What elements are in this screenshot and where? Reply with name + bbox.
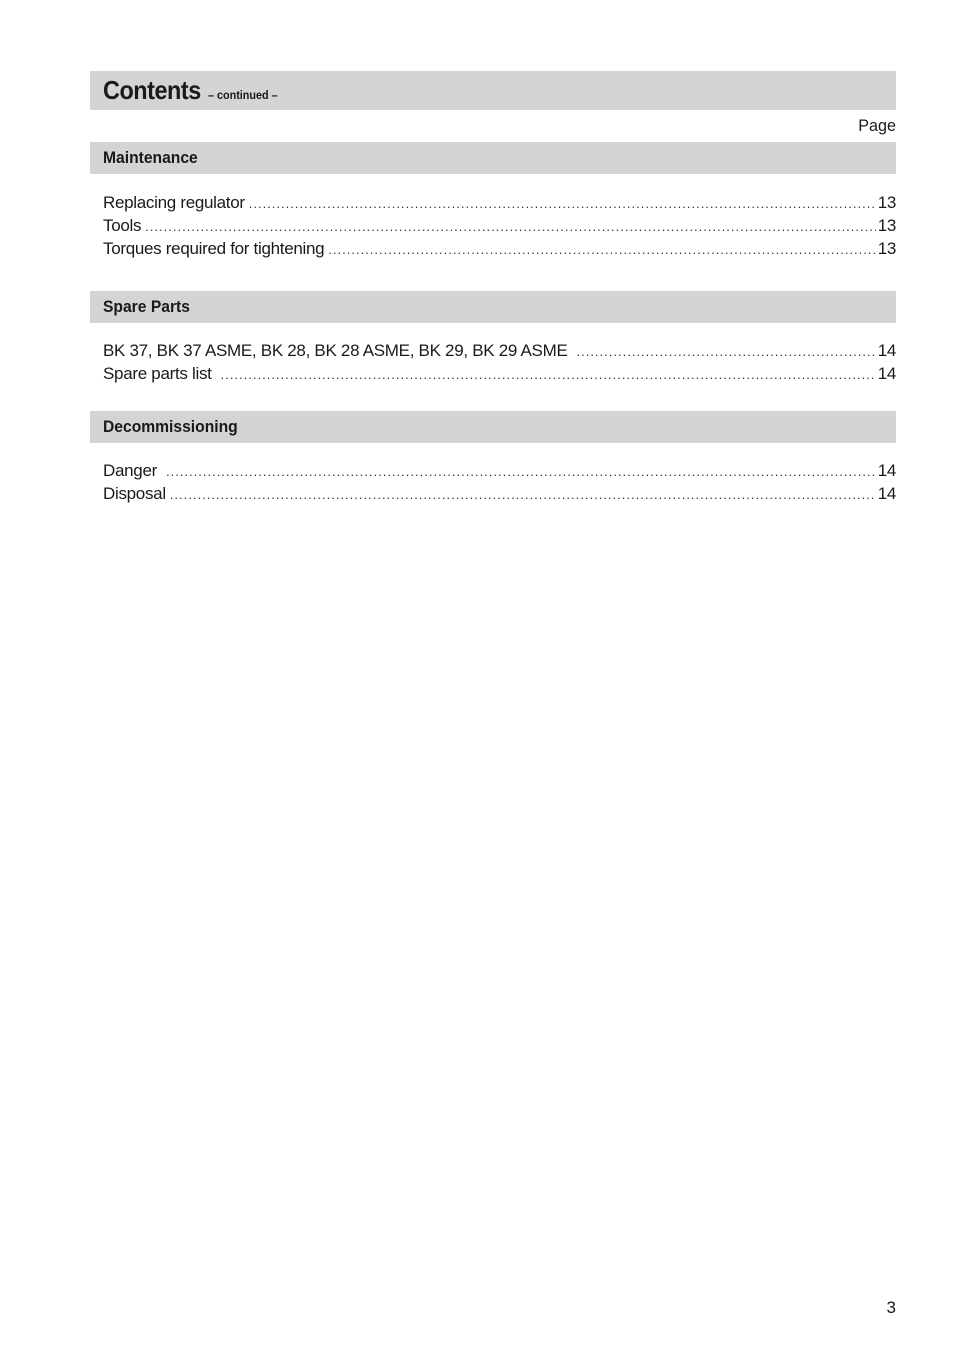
toc-entry-list: [90, 443, 896, 505]
toc-entry-label: Torques required for tightening: [103, 239, 325, 258]
toc-entry[interactable]: [103, 339, 896, 362]
page-column-label: Page: [858, 116, 896, 135]
toc-entry[interactable]: [103, 482, 896, 505]
toc-entry-label: Tools: [103, 216, 142, 235]
toc-entry-label: Danger: [103, 461, 157, 480]
toc-entry[interactable]: [103, 362, 896, 385]
page-number: 3: [886, 1298, 896, 1317]
dot-leader: [145, 215, 876, 238]
dot-leader: [249, 192, 876, 215]
toc-entry-page: 14: [877, 461, 896, 480]
section-heading: Spare Parts: [103, 297, 190, 316]
toc-entry-page: 13: [877, 239, 896, 258]
dot-leader: [166, 460, 876, 483]
toc-entry-label: Replacing regulator: [103, 193, 245, 212]
toc-entry-list: [90, 174, 896, 291]
dot-leader: [328, 238, 875, 261]
toc-entry-page: 14: [877, 484, 896, 503]
toc-entry-page: 13: [877, 216, 896, 235]
section-heading-bar: [90, 291, 896, 323]
toc-entry[interactable]: [103, 214, 896, 237]
page-subtitle: – continued –: [207, 87, 278, 102]
page-column-header: [130, 110, 896, 142]
dot-leader: [170, 483, 876, 506]
toc-entry-page: 13: [877, 193, 896, 212]
toc-entry-label: Disposal: [103, 484, 166, 503]
toc-entry[interactable]: [103, 191, 896, 214]
page-title: Contents: [103, 75, 201, 105]
section-spare-parts: [90, 291, 896, 411]
section-heading: Maintenance: [103, 148, 198, 167]
toc-entry[interactable]: [103, 237, 896, 260]
toc-entry[interactable]: [103, 459, 896, 482]
section-decommissioning: [90, 411, 896, 505]
toc-entry-label: BK 37, BK 37 ASME, BK 28, BK 28 ASME, BK 29, BK 29 ASME: [103, 341, 568, 360]
toc-entry-list: [90, 323, 896, 411]
section-maintenance: [90, 142, 896, 291]
toc-entry-page: 14: [877, 341, 896, 360]
toc-entry-label: Spare parts list: [103, 364, 212, 383]
section-heading: Decommissioning: [103, 417, 238, 436]
contents-page: [90, 71, 896, 505]
dot-leader: [221, 363, 876, 386]
dot-leader: [576, 340, 875, 363]
toc-entry-page: 14: [877, 364, 896, 383]
section-heading-bar: [90, 411, 896, 443]
contents-title-bar: [90, 71, 896, 110]
section-heading-bar: [90, 142, 896, 174]
